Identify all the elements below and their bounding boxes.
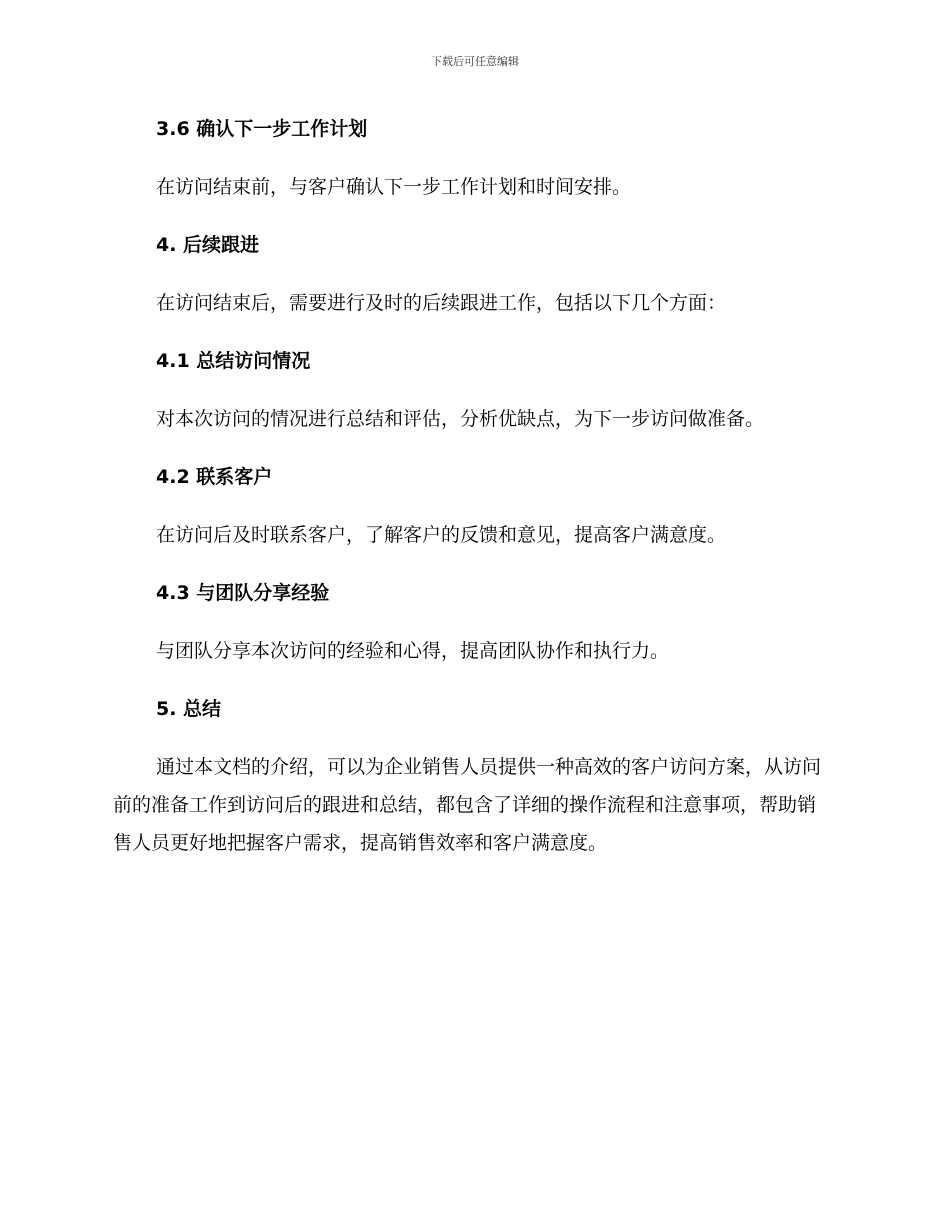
header-note: 下载后可任意编辑 (431, 55, 519, 68)
section-heading-4-1: 4.1 总结访问情况 (156, 350, 311, 372)
section-heading-5: 5. 总结 (156, 698, 222, 720)
paragraph-4: 在访问结束后，需要进行及时的后续跟进工作，包括以下几个方面： (156, 292, 727, 314)
section-heading-4-3: 4.3 与团队分享经验 (156, 582, 330, 604)
paragraph-4-1: 对本次访问的情况进行总结和评估，分析优缺点，为下一步访问做准备。 (156, 408, 765, 430)
section-heading-3-6: 3.6 确认下一步工作计划 (156, 118, 368, 140)
section-heading-4-2: 4.2 联系客户 (156, 466, 273, 488)
paragraph-5: 通过本文档的介绍，可以为企业销售人员提供一种高效的客户访问方案，从访问前的准备工作到访问后的跟进和总结，都包含了详细的操作流程和注意事项，帮助销售人员更好地把握客户需求，提高销售效率和客户满意度。 (113, 756, 822, 854)
paragraph-4-3: 与团队分享本次访问的经验和心得，提高团队协作和执行力。 (156, 640, 670, 662)
document-body (113, 110, 833, 882)
paragraph-3-6: 在访问结束前，与客户确认下一步工作计划和时间安排。 (156, 176, 632, 198)
section-heading-4: 4. 后续跟进 (156, 234, 260, 256)
paragraph-4-2: 在访问后及时联系客户，了解客户的反馈和意见，提高客户满意度。 (156, 524, 727, 546)
